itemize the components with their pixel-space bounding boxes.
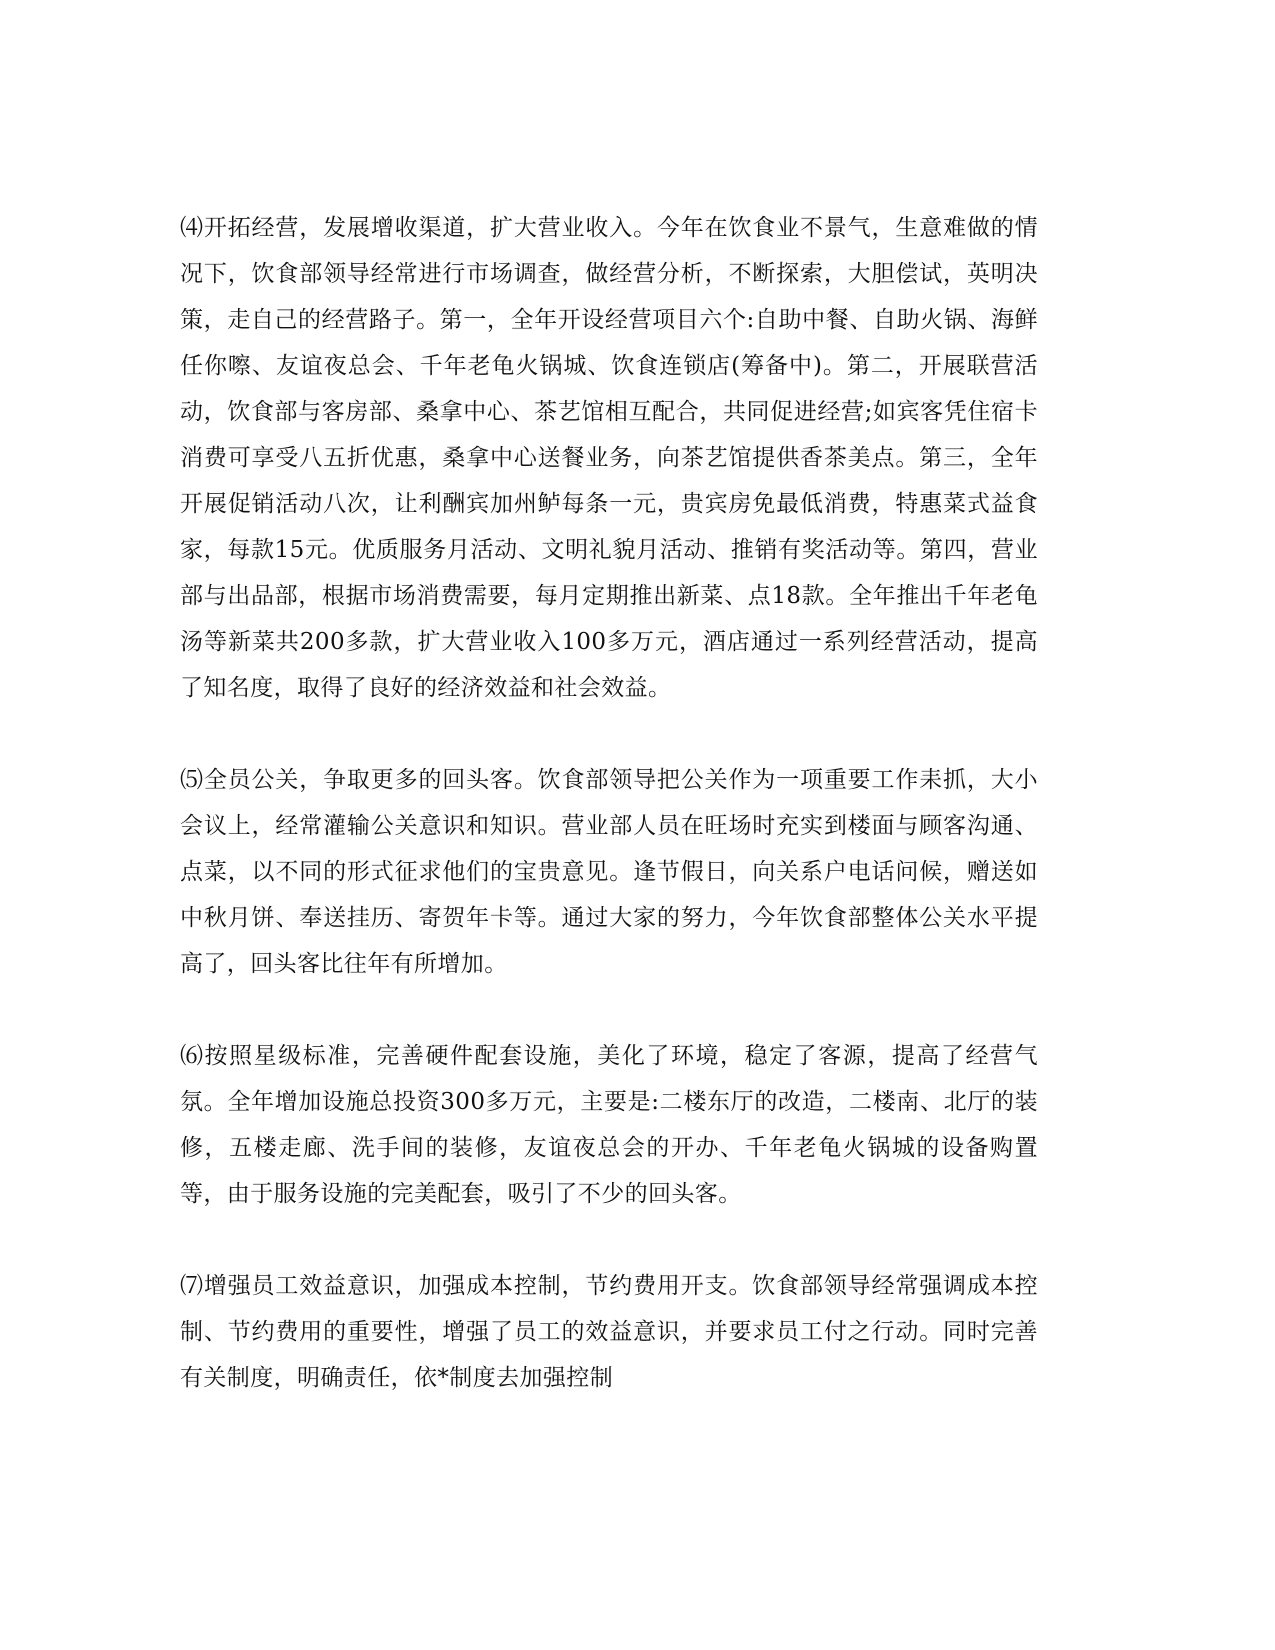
paragraph-6-facilities: ⑹按照星级标准，完善硬件配套设施，美化了环境，稳定了客源，提高了经营气氛。全年增加设施总投资300多万元，主要是:二楼东厅的改造，二楼南、北厅的装修，五楼走廊、洗手间的装修，友谊夜总会的开办、千年老龟火锅城的设备购置等，由于服务设施的完美配套，吸引了不少的回头客。 — [180, 1043, 1038, 1207]
paragraph-4-business-expansion: ⑷开拓经营，发展增收渠道，扩大营业收入。今年在饮食业不景气，生意难做的情况下，饮食部领导经常进行市场调查，做经营分析，不断探索，大胆偿试，英明决策，走自己的经营路子。第一，全年开设经营项目六个:自助中餐、自助火锅、海鲜任你嚓、友谊夜总会、千年老龟火锅城、饮食连锁店(筹备中)。第二，开展联营活动，饮食部与客房部、桑拿中心、茶艺馆相互配合，共同促进经营;如宾客凭住宿卡消费可享受八五折优惠，桑拿中心送餐业务，向茶艺馆提供香茶美点。第三，全年开展促销活动八次，让利酬宾加州鲈每条一元，贵宾房免最低消费，特惠菜式益食家，每款15元。优质服务月活动、文明礼貌月活动、推销有奖活动等。第四，营业部与出品部，根据市场消费需要，每月定期推出新菜、点18款。全年推出千年老龟汤等新菜共200多款，扩大营业收入100多万元，酒店通过一系列经营活动，提高了知名度，取得了良好的经济效益和社会效益。 — [180, 215, 1038, 701]
paragraph-7-cost-control: ⑺增强员工效益意识，加强成本控制，节约费用开支。饮食部领导经常强调成本控制、节约费用的重要性，增强了员工的效益意识，并要求员工付之行动。同时完善有关制度，明确责任，依*制度去加强控制 — [180, 1273, 1038, 1391]
document-body — [180, 205, 1038, 1401]
paragraph-5-public-relations: ⑸全员公关，争取更多的回头客。饮食部领导把公关作为一项重要工作耒抓，大小会议上，经常灌输公关意识和知识。营业部人员在旺场时充实到楼面与顾客沟通、点菜，以不同的形式征求他们的宝贵意见。逢节假日，向关系户电话问候，赠送如中秋月饼、奉送挂历、寄贺年卡等。通过大家的努力，今年饮食部整体公关水平提高了，回头客比往年有所增加。 — [180, 767, 1038, 977]
